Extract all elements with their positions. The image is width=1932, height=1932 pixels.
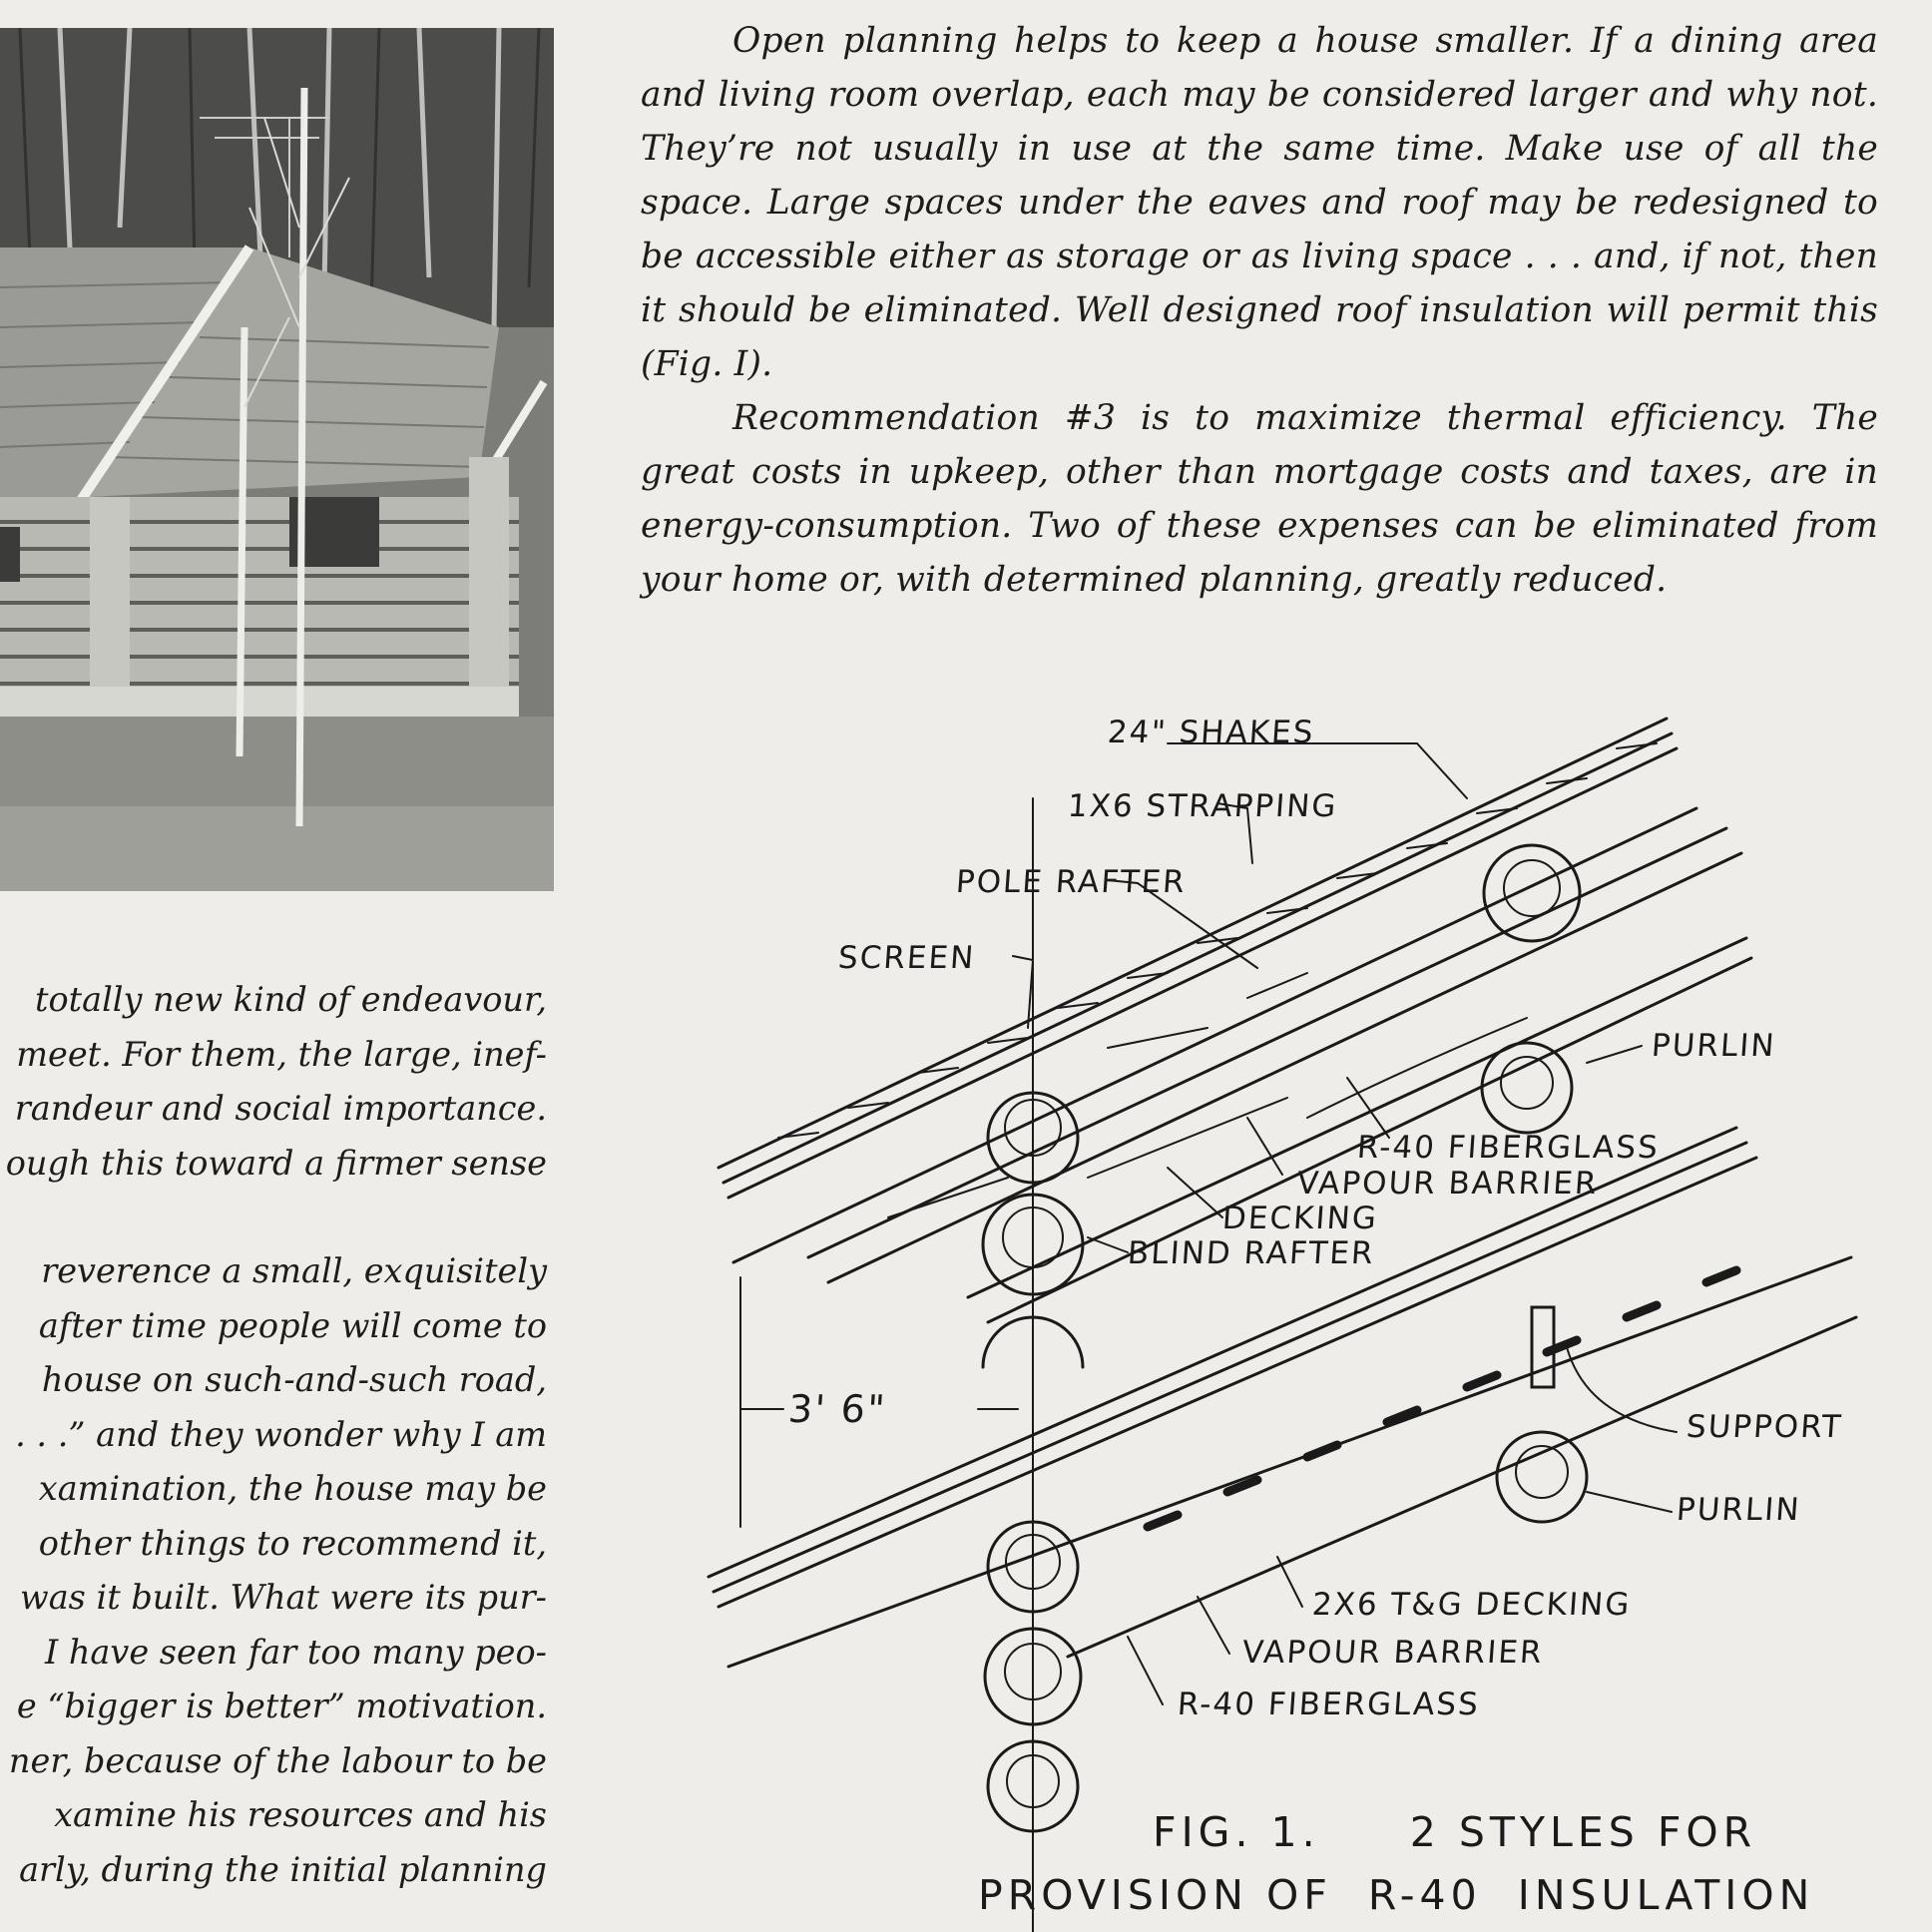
text-line: e “bigger is better” motivation. bbox=[16, 1687, 547, 1725]
label-purlin-bottom: PURLIN bbox=[1675, 1492, 1802, 1528]
text-line: xamination, the house may be bbox=[38, 1469, 547, 1508]
text-line: ough this toward a firmer sense bbox=[5, 1143, 547, 1183]
label-fiberglass-bottom: R-40 FIBERGLASS bbox=[1176, 1687, 1481, 1722]
text-line: . . .” and they wonder why I am bbox=[15, 1414, 547, 1454]
text-line: was it built. What were its pur- bbox=[20, 1578, 547, 1617]
log-cabin-photo bbox=[0, 28, 554, 891]
right-column-text bbox=[641, 14, 1878, 607]
roof-section-drawing bbox=[689, 699, 1886, 1932]
label-strapping: 1X6 STRAPPING bbox=[1066, 788, 1339, 824]
label-shakes: 24" SHAKES bbox=[1106, 715, 1316, 750]
label-support: SUPPORT bbox=[1685, 1409, 1844, 1445]
text-line: totally new kind of endeavour, bbox=[35, 980, 547, 1019]
log-cabin-illustration bbox=[0, 28, 554, 891]
text-line: house on such-and-such road, bbox=[41, 1360, 547, 1399]
label-pole-rafter: POLE RAFTER bbox=[954, 864, 1188, 900]
label-decking-bottom: 2X6 T&G DECKING bbox=[1310, 1587, 1633, 1623]
text-line: I have seen far too many peo- bbox=[44, 1632, 547, 1672]
text-line: reverence a small, exquisitely bbox=[41, 1251, 547, 1290]
figure-caption-line-2: PROVISION OF R-40 INSULATION bbox=[978, 1871, 1815, 1919]
label-decking-top: DECKING bbox=[1220, 1201, 1380, 1236]
label-dimension: 3' 6" bbox=[786, 1387, 888, 1431]
left-column-block-1 bbox=[0, 973, 547, 1191]
text-line: after time people will come to bbox=[38, 1305, 547, 1345]
label-screen: SCREEN bbox=[836, 940, 977, 976]
paragraph-open-planning: Open planning helps to keep a house smaller. If a dining area and living room overlap, each may be considered larger and why not. They’re not usually in use at the same time. Make use of all the space. Large spaces under the eaves and roof may be redesigned to be accessible either as storage or as living space . . . and, if not, then it should be eliminated. Well designed roof insulation will permit this (Fig. I). bbox=[641, 21, 1878, 384]
text-line: ner, because of the labour to be bbox=[8, 1740, 547, 1780]
label-purlin-top: PURLIN bbox=[1650, 1028, 1777, 1064]
text-line: randeur and social importance. bbox=[14, 1089, 547, 1128]
text-line: meet. For them, the large, inef- bbox=[16, 1034, 547, 1074]
roof-insulation-figure bbox=[689, 699, 1886, 1932]
paragraph-recommendation-3: Recommendation #3 is to maximize thermal efficiency. The great costs in upkeep, other than mortgage costs and taxes, are in energy-consumption. Two of these expenses can be eliminated from your home or, with determined planning, greatly reduced. bbox=[641, 398, 1878, 600]
left-column-block-2 bbox=[0, 1244, 547, 1897]
text-line: xamine his resources and his bbox=[54, 1795, 547, 1834]
text-line: arly, during the initial planning bbox=[19, 1849, 547, 1889]
label-fiberglass-top: R-40 FIBERGLASS bbox=[1355, 1130, 1661, 1166]
label-vapour-barrier-top: VAPOUR BARRIER bbox=[1295, 1166, 1600, 1202]
figure-caption-line-1: FIG. 1. 2 STYLES FOR bbox=[1153, 1808, 1757, 1856]
text-line: other things to recommend it, bbox=[38, 1523, 547, 1563]
label-blind-rafter: BLIND RAFTER bbox=[1126, 1235, 1376, 1271]
label-vapour-barrier-bottom: VAPOUR BARRIER bbox=[1240, 1635, 1545, 1671]
